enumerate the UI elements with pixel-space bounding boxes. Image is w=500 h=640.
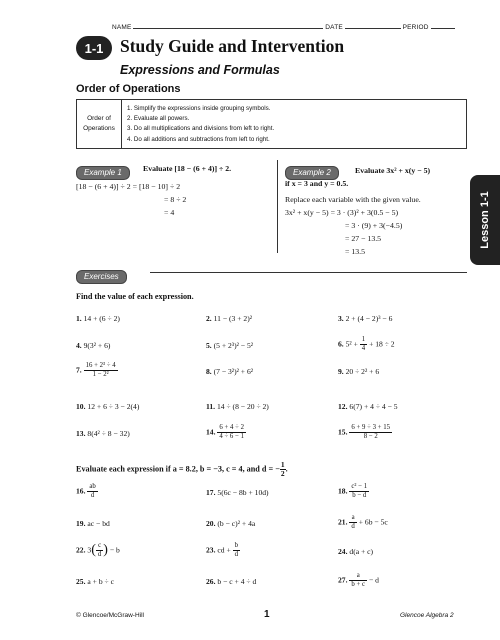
fraction-denominator: d: [90, 492, 95, 499]
order-steps: [127, 104, 274, 145]
exercise-expression: (7 − 3²)² + 6²: [213, 367, 254, 376]
example2-tag: Example 2: [285, 166, 339, 180]
period-line: [431, 22, 455, 29]
date-label: DATE: [325, 24, 343, 31]
exercise-problem: [76, 402, 139, 411]
exercise-expression-pre: 5² +: [345, 339, 360, 349]
order-step: 3. Do all multiplications and divisions from left to right.: [127, 125, 275, 133]
exercise-expression: (b − c)² + 4a: [217, 519, 256, 528]
exercise-number: 11.: [206, 402, 216, 411]
exercise-expression: 14 ÷ (8 − 20 ÷ 2): [216, 402, 269, 411]
exercise-expression-pre: 3: [87, 545, 92, 555]
exercise-expression-post: − d: [367, 575, 379, 585]
exercise-problem: [206, 314, 252, 323]
page-subtitle: Expressions and Formulas: [120, 63, 280, 77]
exercise-problem: [76, 483, 98, 500]
exercise-problem: [338, 572, 379, 589]
side-tab-label: Lesson 1-1: [479, 191, 491, 249]
exercise-number: 3.: [338, 314, 344, 323]
instruction-find-value: Find the value of each expression.: [76, 292, 194, 301]
fraction-denominator: 4: [361, 345, 366, 352]
fraction-numerator: b: [234, 542, 239, 549]
example1-prompt: Evaluate [18 − (6 + 4)] ÷ 2.: [143, 164, 232, 173]
fraction-numerator: 6 + 9 ÷ 3 + 15: [351, 424, 390, 431]
instruction-frac-den: 2: [280, 469, 285, 478]
example1-line: = 8 ÷ 2: [164, 195, 187, 204]
exercise-expression-pre: cd +: [217, 545, 233, 555]
exercise-fraction: [349, 424, 392, 441]
exercise-fraction: [349, 483, 369, 500]
footer-book-title: Glencoe Algebra 2: [400, 612, 454, 619]
fraction-denominator: 4 ÷ 6 − 1: [219, 433, 244, 440]
example1-line: = 4: [164, 208, 175, 217]
exercise-number: 21.: [338, 517, 348, 527]
exercise-problem: [338, 314, 392, 323]
exercise-problem: [76, 429, 130, 438]
exercise-number: 6.: [338, 339, 344, 349]
example2-tag-wrap: [285, 162, 339, 180]
exercise-fraction: [233, 542, 240, 559]
exercise-problem: [206, 367, 253, 376]
exercise-expression: (5 + 2³)² − 5²: [213, 341, 254, 350]
header-row: [112, 22, 462, 31]
fraction-denominator: 8 − 2: [363, 433, 378, 440]
example1-tag: Example 1: [76, 166, 130, 180]
exercise-fraction: [217, 424, 246, 441]
exercise-problem: [76, 542, 120, 559]
exercise-problem: [206, 519, 255, 528]
exercise-expression: 12 + 6 ÷ 3 − 2(4): [87, 402, 140, 411]
exercise-number: 13.: [76, 429, 86, 438]
fraction-denominator: 1 − 2²: [92, 371, 109, 378]
name-label: NAME: [112, 24, 132, 31]
exercise-problem: [338, 483, 369, 500]
exercise-number: 20.: [206, 519, 216, 528]
exercise-expression: 2 + (4 − 2)³ − 6: [345, 314, 393, 323]
order-box-label: [77, 100, 122, 148]
example2-line: 3x² + x(y − 5) = 3 · (3)² + 3(0.5 − 5): [285, 208, 399, 217]
example2-line: = 27 − 13.5: [345, 234, 382, 243]
exercise-number: 10.: [76, 402, 86, 411]
exercise-expression: 8(4² ÷ 8 − 32): [87, 429, 130, 438]
exercise-problem: [76, 314, 120, 323]
exercise-problem: [338, 367, 379, 376]
fraction-denominator: d: [97, 551, 102, 558]
exercise-number: 27.: [338, 575, 348, 585]
footer-copyright: © Glencoe/McGraw-Hill: [76, 612, 144, 619]
exercise-expression: ac − bd: [87, 519, 110, 528]
order-of-operations-box: [76, 99, 467, 149]
example2-line: = 3 · (9) + 3(−4.5): [345, 221, 403, 230]
order-step: 2. Evaluate all powers.: [127, 115, 190, 123]
exercise-expression: 9(3² + 6): [83, 341, 111, 350]
exercise-problem: [206, 577, 256, 586]
exercise-expression: 6(7) + 4 ÷ 4 − 5: [349, 402, 398, 411]
exercise-fraction: [349, 514, 356, 531]
exercise-expression: 14 + (6 ÷ 2): [83, 314, 120, 323]
fraction-numerator: a: [349, 572, 367, 581]
fraction-numerator: 1: [361, 336, 366, 343]
paren-left: (: [91, 542, 96, 558]
fraction-denominator: b + c: [351, 581, 366, 588]
order-label-line1: Order of: [87, 115, 111, 122]
exercise-number: 24.: [338, 547, 348, 556]
exercise-number: 5.: [206, 341, 212, 350]
fraction-numerator: c² − 1: [351, 483, 368, 490]
exercise-problem: [338, 336, 395, 353]
exercise-problem: [76, 577, 114, 586]
exercise-number: 22.: [76, 545, 86, 555]
exercise-problem: [338, 514, 388, 531]
exercise-number: 2.: [206, 314, 212, 323]
lesson-side-tab: [470, 175, 500, 265]
exercise-number: 1.: [76, 314, 82, 323]
exercise-expression: 5(6c − 8b + 10d): [217, 488, 269, 497]
exercise-expression: 11 − (3 + 2)²: [213, 314, 253, 323]
lesson-badge: 1-1: [76, 36, 112, 60]
exercises-tag: Exercises: [76, 270, 127, 284]
exercise-expression: d(a + c): [349, 547, 374, 556]
instruction-evaluate-text: Evaluate each expression if a = 8.2, b = −3, c = 4, and d = −: [76, 464, 280, 474]
paren-right: ): [103, 542, 108, 558]
exercise-problem: [338, 402, 398, 411]
exercise-number: 25.: [76, 577, 86, 586]
fraction-denominator: d: [351, 523, 355, 530]
exercise-number: 15.: [338, 427, 348, 437]
fraction-numerator: ab: [89, 483, 96, 490]
order-step: 4. Do all additions and subtractions from left to right.: [127, 135, 270, 143]
exercise-expression-post: + 18 ÷ 2: [367, 339, 395, 349]
exercise-number: 17.: [206, 488, 216, 497]
exercise-problem: [76, 341, 110, 350]
exercise-number: 9.: [338, 367, 344, 376]
exercise-expression: a + b ÷ c: [87, 577, 114, 586]
date-line: [345, 22, 401, 29]
fraction-numerator: c: [96, 542, 103, 551]
exercise-number: 4.: [76, 341, 82, 350]
fraction-denominator: d: [234, 551, 239, 558]
exercise-problem: [206, 542, 240, 559]
example2-prompt: Evaluate 3x² + x(y − 5): [355, 166, 431, 175]
exercise-problem: [338, 424, 392, 441]
exercise-number: 23.: [206, 545, 216, 555]
exercise-number: 18.: [338, 486, 348, 496]
exercise-number: 26.: [206, 577, 216, 586]
exercise-number: 7.: [76, 365, 82, 375]
fraction-numerator: a: [349, 514, 356, 523]
exercise-problem: [206, 424, 246, 441]
period-label: PERIOD: [402, 24, 429, 31]
exercise-problem: [338, 547, 373, 556]
exercise-fraction: [87, 483, 97, 500]
fraction-numerator: 16 + 2³ ÷ 4: [85, 362, 116, 369]
example2-line: = 13.5: [345, 247, 365, 256]
exercise-number: 16.: [76, 486, 86, 496]
exercise-fraction: [84, 362, 118, 379]
instruction-frac-num: 1: [280, 460, 285, 469]
footer-page-number: 1: [264, 609, 270, 620]
example2-intro: Replace each variable with the given value.: [285, 195, 421, 204]
exercise-expression-post: − b: [107, 545, 120, 555]
example1-tag-wrap: [76, 162, 130, 180]
exercise-problem: [206, 402, 269, 411]
instruction-end: .: [285, 464, 288, 474]
exercises-rule: [150, 272, 467, 273]
exercise-problem: [76, 362, 118, 379]
fraction-numerator: 6 + 4 ÷ 2: [219, 424, 244, 431]
order-step: 1. Simplify the expressions inside grouping symbols.: [127, 105, 271, 112]
exercise-number: 14.: [206, 427, 216, 437]
section-heading: Order of Operations: [76, 83, 181, 95]
exercise-problem: [206, 341, 253, 350]
name-line: [133, 22, 323, 29]
exercise-expression: 20 ÷ 2² + 6: [345, 367, 380, 376]
fraction-denominator: b − d: [352, 492, 367, 499]
exercise-fraction: [349, 572, 367, 589]
order-label-line2: Operations: [83, 125, 115, 132]
exercise-number: 12.: [338, 402, 348, 411]
example-divider: [277, 160, 278, 253]
example1-line: [18 − (6 + 4)] ÷ 2 = [18 − 10] ÷ 2: [76, 182, 181, 191]
exercise-number: 19.: [76, 519, 86, 528]
instruction-evaluate: [76, 461, 288, 478]
exercise-problem: [76, 519, 110, 528]
exercises-tag-wrap: [76, 266, 127, 284]
exercise-expression: b − c + 4 ÷ d: [217, 577, 257, 586]
exercise-expression-post: + 6b − 5c: [356, 517, 388, 527]
exercise-problem: [206, 488, 269, 497]
example2-prompt2: if x = 3 and y = 0.5.: [285, 179, 349, 188]
page-title: Study Guide and Intervention: [120, 36, 345, 56]
exercise-number: 8.: [206, 367, 212, 376]
